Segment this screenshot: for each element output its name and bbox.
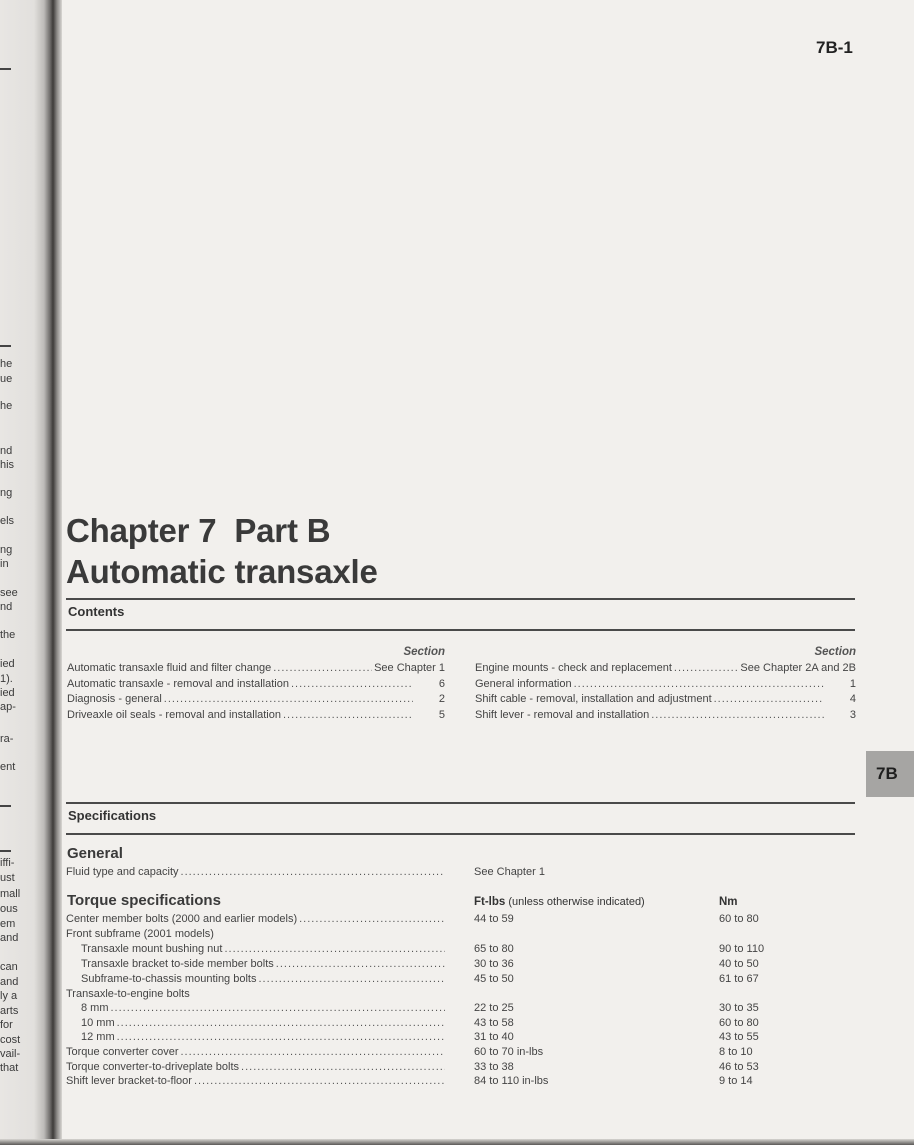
nm-column-header [719,896,738,908]
leader-dots [291,678,413,690]
prev-fragment: ust [0,872,15,884]
torque-row-label: 8 mm [81,1002,109,1014]
prev-fragment: can [0,961,18,973]
leader-dots [283,709,413,721]
torque-row [66,943,447,958]
torque-row-label: Transaxle bracket to-side member bolts [81,958,274,970]
page-number: 7B-1 [816,38,853,57]
toc-entry-section: See Chapter 2A and 2B [740,662,856,674]
torque-nm-value: 90 to 110 [719,943,765,955]
contents-top-rule [66,598,855,600]
toc-entry-section: 2 [438,693,445,705]
prev-fragment: he [0,358,13,370]
prev-fragment: ied [0,687,15,699]
torque-ftlbs-value: 84 to 110 in-lbs [474,1075,549,1087]
previous-page-rule [0,345,11,347]
prev-fragment: his [0,459,15,471]
prev-fragment: in [0,558,9,570]
chapter-tab-label: 7B [876,764,898,783]
prev-fragment: ly a [0,990,18,1002]
ftlbs-note: (unless otherwise indicated) [508,896,645,908]
prev-fragment: nd [0,445,13,457]
toc-entry-label: General information [475,677,572,690]
torque-nm-value: 61 to 67 [719,973,759,985]
torque-nm-value: 8 to 10 [719,1046,753,1058]
prev-fragment: and [0,976,19,988]
leader-dots [674,662,739,674]
toc-entry[interactable] [475,662,856,678]
toc-entry[interactable] [475,693,856,709]
toc-entry-label: Shift lever - removal and installation [475,708,650,721]
leader-dots [241,1061,445,1073]
prev-fragment: ent [0,761,16,773]
torque-ftlbs-value: 22 to 25 [474,1002,514,1014]
fluid-spec-value: See Chapter 1 [474,866,545,878]
toc-entry-label: Engine mounts - check and replacement [475,662,672,674]
leader-dots [194,1075,445,1087]
leader-dots [111,1002,446,1014]
torque-ftlbs-value: 43 to 58 [474,1017,514,1029]
torque-ftlbs-value: 30 to 36 [474,958,514,970]
prev-fragment: cost [0,1034,21,1046]
ftlbs-unit: Ft-lbs [474,896,506,908]
torque-nm-value: 30 to 35 [719,1002,759,1014]
ftlbs-column-header [474,896,645,908]
torque-nm-value: 40 to 50 [719,958,759,970]
torque-row [66,1075,447,1090]
prev-fragment: ue [0,373,13,385]
spec-label: Fluid type and capacity [66,866,179,878]
toc-entry[interactable] [475,709,856,725]
toc-entry-section: 6 [438,677,445,690]
prev-fragment: ng [0,544,13,556]
fluid-spec-row [66,866,447,881]
torque-row-label: Shift lever bracket-to-floor [66,1075,192,1087]
nm-unit: Nm [719,896,738,908]
torque-ftlbs-value: 65 to 80 [474,943,514,955]
prev-fragment: em [0,918,16,930]
torque-heading: Torque specifications [67,892,221,909]
torque-row-label: Front subframe (2001 models) [66,928,214,940]
toc-left-column [67,646,445,724]
torque-ftlbs-value: 45 to 50 [474,973,514,985]
prev-fragment: mall [0,888,21,900]
torque-row [66,1002,447,1017]
toc-right-column [475,646,856,724]
toc-entry-section: 3 [849,708,856,721]
torque-row [66,1046,447,1061]
leader-dots [181,1046,446,1058]
torque-row-label: Torque converter-to-driveplate bolts [66,1061,240,1073]
toc-entry-label: Driveaxle oil seals - removal and installation [67,708,281,721]
prev-fragment: els [0,515,15,527]
page-spine-shadow [0,0,62,1145]
chapter-title [66,510,378,592]
torque-ftlbs-value: 44 to 59 [474,913,514,925]
chapter-subtitle: Automatic transaxle [66,553,378,590]
toc-entry[interactable] [67,662,445,678]
previous-page-rule [0,68,11,70]
specifications-bottom-rule [66,833,855,835]
torque-row-label: 12 mm [81,1031,115,1043]
prev-fragment: and [0,932,19,944]
toc-entry-section: 5 [438,708,445,721]
leader-dots [117,1017,445,1029]
leader-dots [299,913,445,925]
prev-fragment: ous [0,903,18,915]
leader-dots [258,973,445,985]
toc-entry-label: Automatic transaxle - removal and installation [67,677,289,690]
prev-fragment: ra- [0,733,14,745]
prev-fragment: for [0,1019,13,1031]
torque-row [66,913,447,928]
toc-entry-section: 1 [849,677,856,690]
prev-fragment: 1). [0,673,13,685]
leader-dots [714,693,824,705]
leader-dots [224,943,445,955]
prev-fragment: vail- [0,1048,21,1060]
torque-ftlbs-value: 60 to 70 in-lbs [474,1046,544,1058]
contents-heading: Contents [68,604,125,619]
prev-fragment: iffi- [0,857,15,869]
general-heading: General [67,845,123,862]
torque-row-label: Transaxle-to-engine bolts [66,988,190,1000]
torque-nm-value: 46 to 53 [719,1061,759,1073]
torque-row [66,928,447,943]
torque-row [66,1031,447,1046]
prev-fragment: arts [0,1005,19,1017]
prev-fragment: ied [0,658,15,670]
toc-entry[interactable] [475,678,856,694]
torque-row [66,1017,447,1032]
torque-ftlbs-value: 33 to 38 [474,1061,514,1073]
leader-dots [164,693,413,705]
leader-dots [181,866,445,878]
specifications-top-rule [66,802,855,804]
toc-entry[interactable] [67,709,445,725]
torque-row [66,958,447,973]
prev-fragment: see [0,587,18,599]
previous-page-rule [0,805,11,807]
toc-entry[interactable] [67,678,445,694]
torque-row [66,973,447,988]
prev-fragment: that [0,1062,19,1074]
prev-fragment: he [0,400,13,412]
prev-fragment: ng [0,487,13,499]
toc-entry[interactable] [67,693,445,709]
contents-bottom-rule [66,629,855,631]
toc-section-header: Section [814,646,856,658]
leader-dots [117,1031,445,1043]
toc-entry-section: 4 [849,693,856,705]
torque-row-label: Center member bolts (2000 and earlier models) [66,913,298,925]
chapter-tab-marker [866,751,914,797]
torque-row-label: Transaxle mount bushing nut [81,943,223,955]
toc-entry-label: Diagnosis - general [67,693,162,705]
torque-nm-value: 43 to 55 [719,1031,759,1043]
leader-dots [651,709,824,721]
torque-row [66,1061,447,1076]
toc-entry-section: See Chapter 1 [374,662,445,674]
torque-row [66,988,447,1003]
toc-entry-label: Automatic transaxle fluid and filter change [67,662,272,674]
specifications-heading: Specifications [68,808,157,823]
torque-ftlbs-value: 31 to 40 [474,1031,514,1043]
torque-row-label: 10 mm [81,1017,115,1029]
leader-dots [574,678,824,690]
page-bottom-edge [0,1139,914,1145]
previous-page-rule [0,850,11,852]
torque-nm-value: 60 to 80 [719,913,759,925]
prev-fragment: the [0,629,16,641]
prev-fragment: nd [0,601,13,613]
toc-section-header: Section [403,646,445,658]
torque-nm-value: 60 to 80 [719,1017,759,1029]
prev-fragment: ap- [0,701,16,713]
torque-row-label: Torque converter cover [66,1046,179,1058]
torque-nm-value: 9 to 14 [719,1075,753,1087]
chapter-number: Chapter 7 Part B [66,512,331,549]
leader-dots [276,958,445,970]
leader-dots [273,662,372,674]
toc-entry-label: Shift cable - removal, installation and adjustment [475,693,712,705]
torque-row-label: Subframe-to-chassis mounting bolts [81,973,257,985]
